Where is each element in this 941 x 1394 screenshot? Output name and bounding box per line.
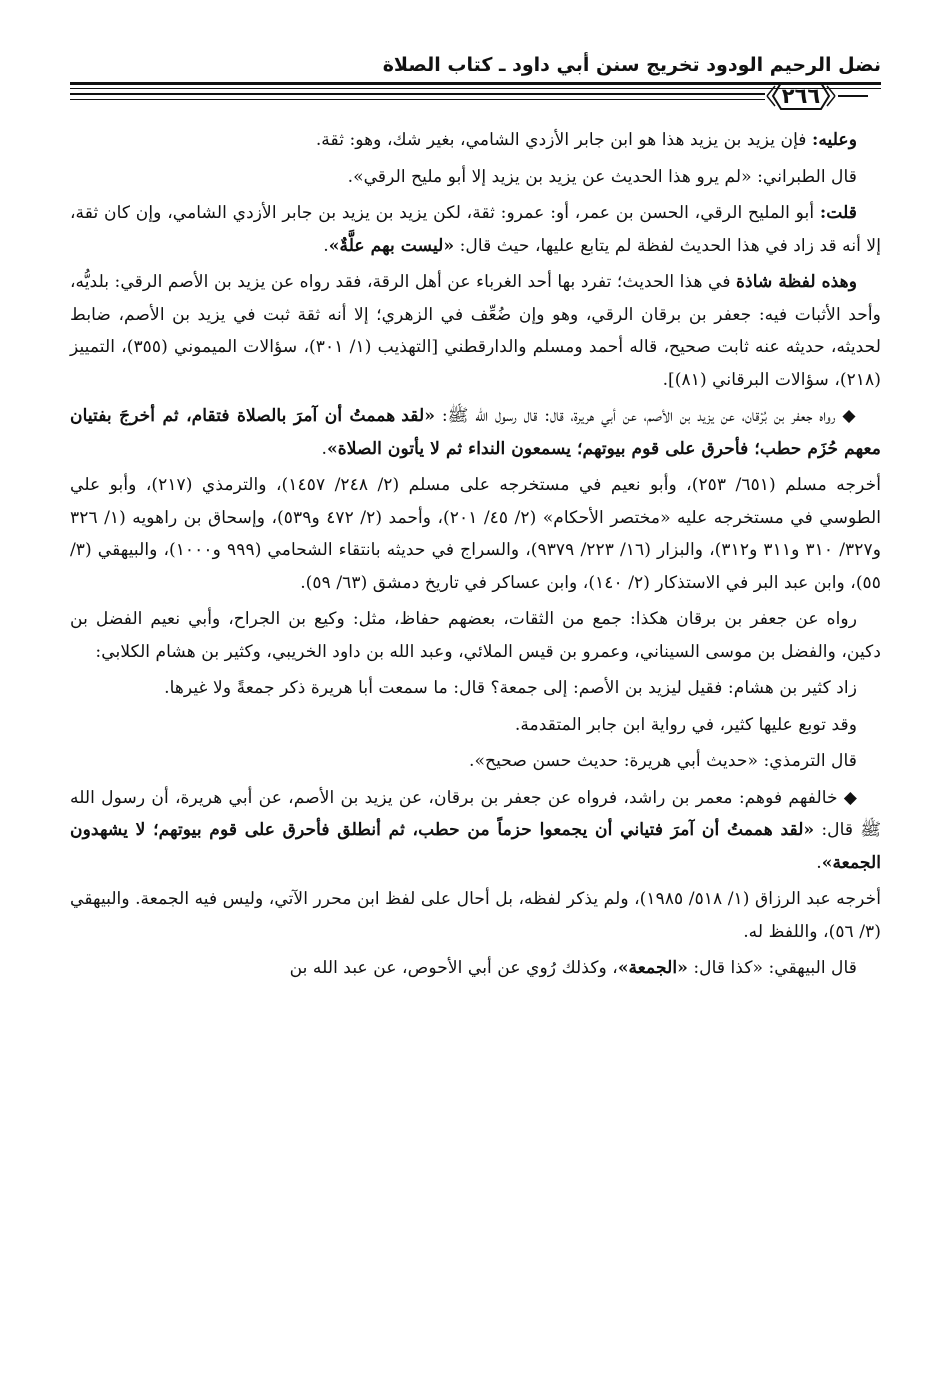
page-number-line-right — [838, 95, 868, 97]
page-number — [765, 79, 837, 113]
paragraph — [70, 469, 881, 599]
quote-bold: «الجمعة» — [617, 958, 688, 978]
paragraph-tail: . — [816, 852, 822, 873]
paragraph — [70, 161, 881, 194]
paragraph-text: أخرجه عبد الرزاق (١/ ٥١٨/ ١٩٨٥)، ولم يذكر لفظه، بل أحال على لفظ ابن محرر الآتي، وليس فيه الجمعة. والبيهقي (٣/ ٥٦)، واللفظ له. — [70, 889, 881, 942]
paragraph-text: زاد كثير بن هشام: فقيل ليزيد بن الأصم: إلى جمعة؟ قال: ما سمعت أبا هريرة ذكر جمعةً ولا غيرها. — [164, 678, 857, 698]
paragraph-lead: وعليه: — [812, 130, 857, 150]
paragraph-text: ◆ رواه جعفر بن بُرْقان، عن يزيد بن الأصم، عن أبي هريرة، قال: قال رسول الله ﷺ: — [434, 406, 857, 426]
paragraph-text: قال الطبراني: «لم يرو هذا الحديث عن يزيد بن يزيد إلا أبو مليح الرقي». — [347, 166, 857, 187]
paragraph — [70, 745, 881, 778]
paragraph — [70, 603, 881, 668]
paragraph-text: قال البيهقي: «كذا قال: — [687, 958, 857, 978]
paragraph-text: قال الترمذي: «حديث أبي هريرة: حديث حسن صحيح». — [469, 751, 857, 771]
paragraph — [70, 266, 881, 396]
paragraph-lead: وهذه لفظة شاذة — [736, 272, 857, 292]
paragraph — [70, 124, 881, 157]
quote-bold: «ليست بهم علَّةٌ» — [328, 235, 455, 256]
hadith-text: «لقد هممتُ أن آمرَ بالصلاة فتقام، ثم أخرجَ بفتيان معهم حُزَم حطب؛ فأحرق على قوم بيوتهم؛ يسمعون النداء ثم لا يأتون الصلاة» — [70, 406, 881, 459]
hadith-text: «لقد هممتُ أن آمرَ فتياني أن يجمعوا حزماً من حطب، ثم أنطلق فأحرق على قوم بيوتهم؛ لا يشهدون الجمعة» — [70, 820, 881, 873]
body-text — [70, 124, 881, 989]
paragraph-text: أخرجه مسلم (٦٥١/ ٢٥٣)، وأبو نعيم في مستخرجه على مسلم (٢/ ٢٤٨/ ١٤٥٧)، والترمذي (٢١٧)، وأبو علي الطوسي في مستخرجه عليه «مختصر الأحكام» (٢/ ٤٥/ ٢٠١)، وأحمد (٢/ ٤٧٢ و٥٣٩)، وإسحاق بن راهويه (١/ ٣٢٦ و٣٢٧/ ٣١٠ و٣١١ و٣١٢)، والبزار (١٦/ ٢٢٣/ ٩٣٧٩)، والسراج في حديثه بانتقاء الشحامي (٩٩٩ و١٠٠٠)، والبيهقي (٣/ ٥٥)، وابن عبد البر في الاستذكار (٢/ ١٤٠)، وابن عساكر في تاريخ دمشق (٦٣/ ٥٩). — [70, 475, 882, 593]
paragraph-tail: . — [321, 438, 327, 459]
paragraph-text: ◆ خالفهم فوهم: معمر بن راشد، فرواه عن جعفر بن برقان، عن يزيد بن الأصم، عن أبي هريرة، أن رسول الله ﷺ قال: — [70, 787, 881, 840]
header-rule-thin — [70, 88, 881, 89]
paragraph-text: في هذا الحديث؛ تفرد بها أحد الغرباء عن أهل الرقة، فقد رواه عن يزيد بن الأصم الرقي: بلديُّه، وأحد الأثبات فيه: جعفر بن برقان الرقي، وهو وإن ضُعِّف في الزهري؛ إلا أنه ثقة ثبت في يزيد بن الأصم، ضابط لحديثه، حديثه عنه ثابت صحيح، قاله أحمد ومسلم والدارقطني [التهذيب (١/ ٣٠١)، سؤالات الميموني (٣٥٥)، التمييز (٢١٨)، سؤالات البرقاني (٨١)]. — [70, 272, 881, 390]
paragraph-text: أبو المليح الرقي، الحسن بن عمر، أو: عمرو: ثقة، لكن يزيد بن يزيد بن جابر الأزدي الشامي، وإن كان ثقة، إلا أنه قد زاد في هذا الحديث لفظة لم يتابع عليها، حيث قال: — [70, 203, 881, 256]
running-header — [70, 54, 881, 76]
header-title: نضل الرحيم الودود تخريج سنن أبي داود ـ كتاب الصلاة — [382, 54, 881, 76]
paragraph — [70, 709, 881, 742]
paragraph — [70, 400, 881, 465]
paragraph-text: رواه عن جعفر بن برقان هكذا: جمع من الثقات، بعضهم حفاظ، مثل: وكيع بن الجراح، وأبي نعيم الفضل بن دكين، والفضل بن موسى السيناني، وعمرو بن قيس الملائي، وعبد الله بن داود الخريبي، وكثير بن هشام الكلابي: — [70, 609, 881, 662]
paragraph — [70, 672, 881, 705]
paragraph-lead: قلت: — [819, 203, 857, 223]
paragraph — [70, 197, 881, 262]
page-number-line — [70, 93, 765, 95]
header-rule-thick — [70, 82, 881, 85]
paragraph — [70, 782, 881, 880]
paragraph-text: فإن يزيد بن يزيد هذا هو ابن جابر الأزدي الشامي، بغير شك، وهو: ثقة. — [315, 130, 812, 150]
paragraph — [70, 883, 881, 948]
paragraph-text: وقد توبع عليها كثير، في رواية ابن جابر المتقدمة. — [514, 714, 857, 735]
page-number-text: ٢٦٦ — [781, 84, 821, 108]
paragraph — [70, 952, 881, 985]
page-number-line-thin — [70, 99, 765, 100]
paragraph-tail: ، وكذلك رُوي عن أبي الأحوص، عن عبد الله بن — [289, 958, 618, 978]
paragraph-tail: . — [323, 235, 329, 256]
